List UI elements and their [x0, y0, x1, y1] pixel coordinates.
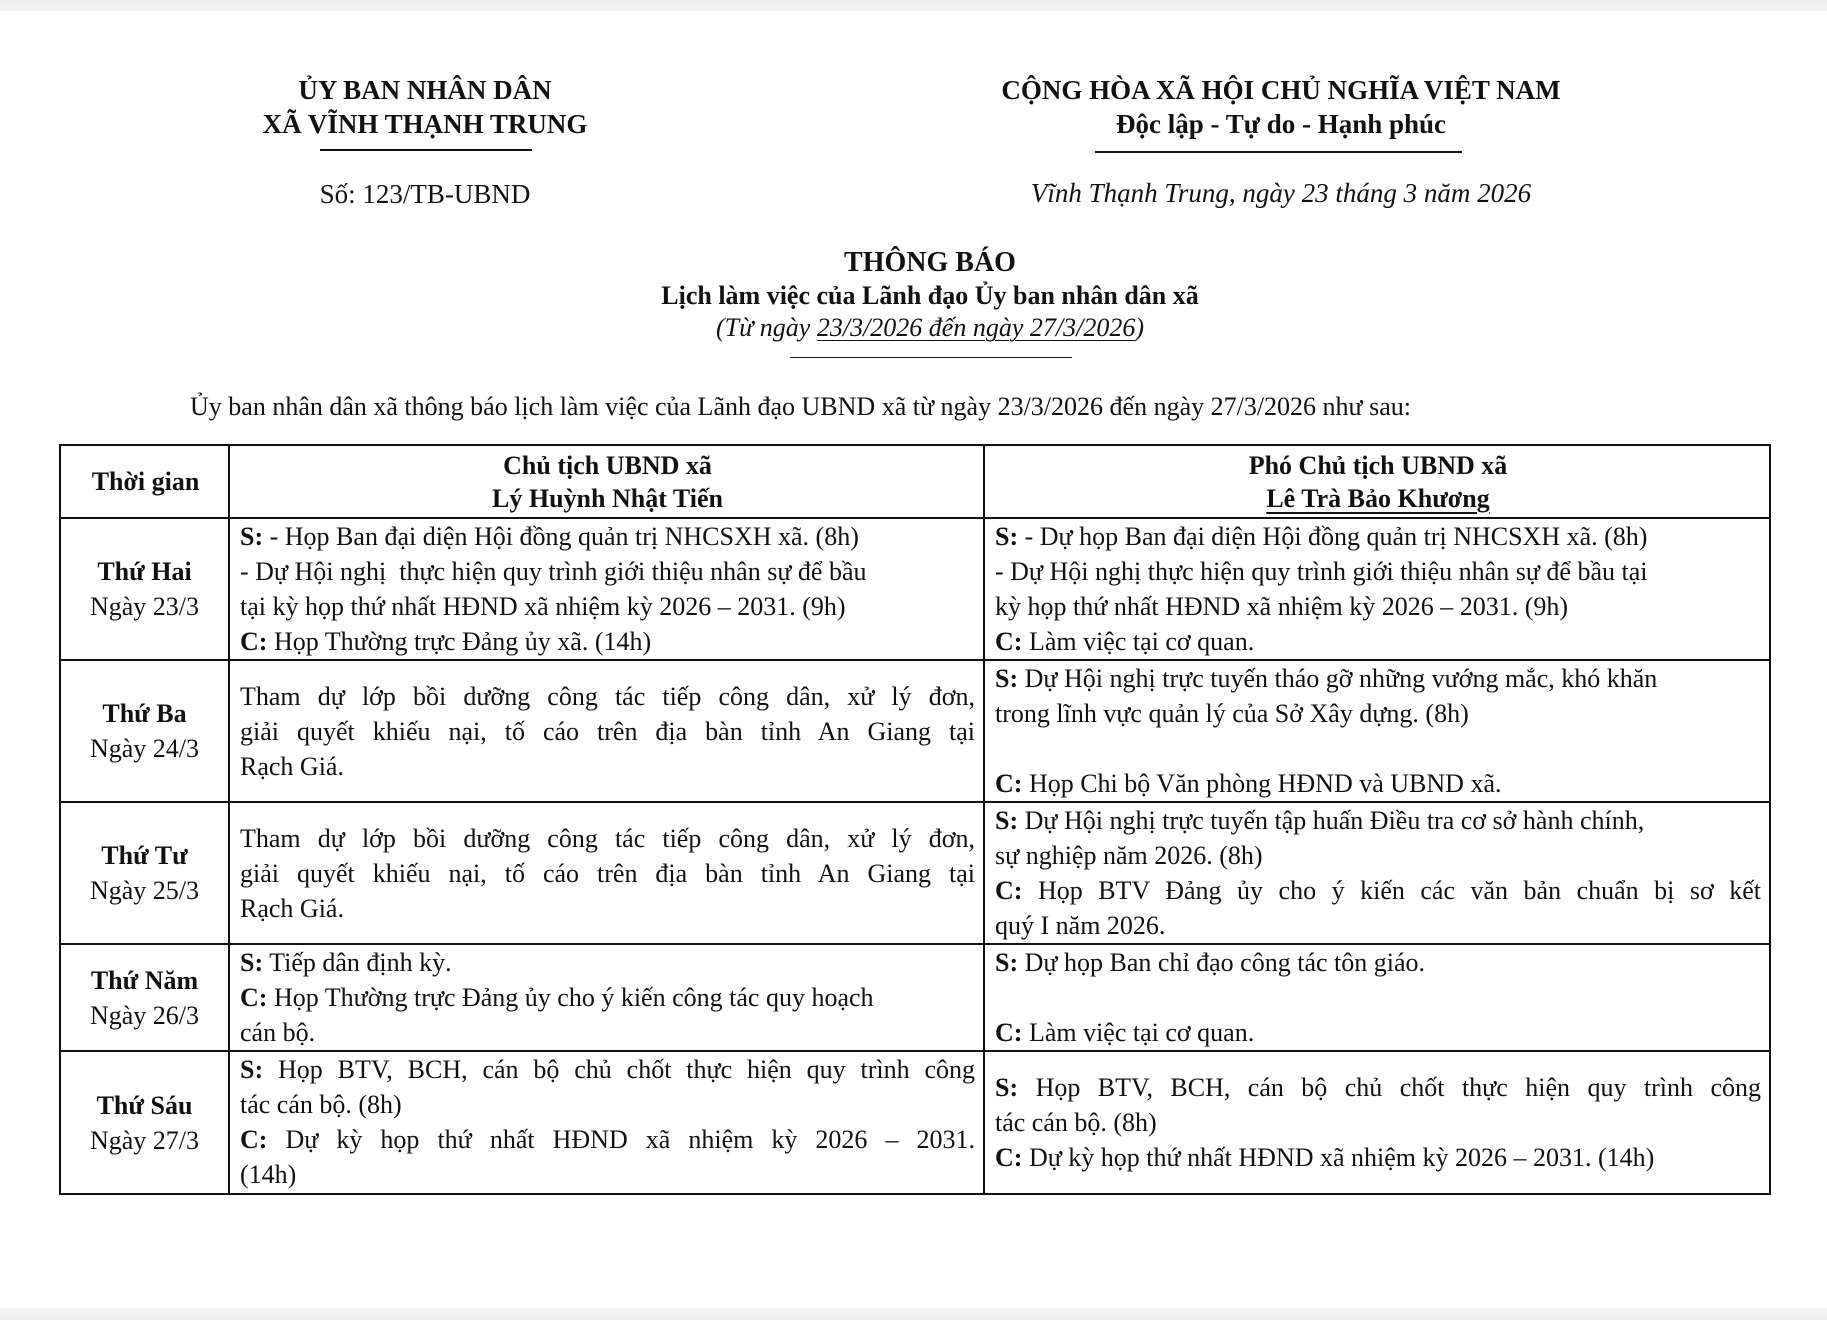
schedule-line	[995, 1105, 1761, 1140]
session-label: S:	[240, 948, 264, 977]
session-text: quý I năm 2026.	[995, 911, 1166, 940]
day-cell	[60, 802, 229, 944]
schedule-line	[995, 766, 1761, 801]
session-label: C:	[240, 627, 268, 656]
issuer-block	[263, 73, 588, 141]
session-label: C:	[240, 1125, 268, 1154]
schedule-line	[240, 749, 975, 784]
schedule-line	[995, 696, 1761, 731]
day-date: Ngày 26/3	[89, 1000, 200, 1030]
issuer-line-2: XÃ VĨNH THẠNH TRUNG	[262, 109, 588, 139]
national-motto: Độc lập - Tự do - Hạnh phúc	[1115, 109, 1447, 139]
session-text: Rạch Giá.	[240, 751, 344, 781]
country-name: CỘNG HÒA XÃ HỘI CHỦ NGHĨA VIỆT NAM	[1001, 75, 1561, 105]
session-text: Dự kỳ họp thứ nhất HĐND xã nhiệm kỳ 2026 – 2031.	[267, 1125, 975, 1154]
schedule-line	[995, 519, 1761, 554]
top-edge-strip	[0, 0, 1827, 11]
issuer-line-1: ỦY BAN NHÂN DÂN	[298, 75, 552, 105]
day-cell	[60, 944, 229, 1051]
schedule-line	[995, 1015, 1761, 1050]
chairman-name: Lý Huỳnh Nhật Tiến	[492, 483, 723, 513]
schedule-line	[240, 821, 975, 856]
day-name: Thứ Sáu	[96, 1090, 193, 1120]
day-date: Ngày 23/3	[89, 592, 200, 621]
session-text: kỳ họp thứ nhất HĐND xã nhiệm kỳ 2026 – 2031. (9h)	[995, 592, 1569, 621]
session-text: Họp Chi bộ Văn phòng HĐND và UBND xã.	[1022, 769, 1502, 798]
session-text: Tham dự lớp bồi dưỡng công tác tiếp công dân, xử lý đơn,	[240, 681, 975, 711]
session-text: tác cán bộ. (8h)	[995, 1108, 1157, 1137]
session-text: Họp BTV Đảng ủy cho ý kiến các văn bản chuẩn bị sơ kết	[1022, 876, 1761, 905]
session-text: giải quyết khiếu nại, tố cáo trên địa bàn tỉnh An Giang tại	[240, 716, 975, 746]
schedule-line	[240, 1052, 975, 1087]
schedule-line	[240, 714, 975, 749]
session-label: C:	[995, 769, 1023, 798]
chairman-schedule-cell	[229, 518, 984, 660]
day-date: Ngày 24/3	[89, 734, 200, 763]
session-text: Dự họp Ban chỉ đạo công tác tôn giáo.	[1018, 948, 1426, 977]
session-label: S:	[240, 1055, 264, 1084]
schedule-line	[240, 1157, 975, 1192]
vice-chairman-schedule-cell	[984, 802, 1770, 944]
document-title: THÔNG BÁO	[844, 247, 1016, 278]
schedule-line	[995, 803, 1761, 838]
schedule-line	[240, 519, 975, 554]
session-text: trong lĩnh vực quản lý của Sở Xây dựng. (8h)	[995, 699, 1469, 728]
document-number: Số: 123/TB-UBND	[319, 179, 531, 209]
schedule-line	[240, 1015, 975, 1050]
header-time: Thời gian	[60, 445, 229, 518]
session-text: Dự kỳ họp thứ nhất HĐND xã nhiệm kỳ 2026 – 2031. (14h)	[1022, 1143, 1655, 1172]
session-text: Họp Thường trực Đảng ủy xã. (14h)	[267, 627, 652, 656]
session-text: Họp BTV, BCH, cán bộ chủ chốt thực hiện quy trình công	[263, 1055, 975, 1084]
vice-chairman-schedule-cell	[984, 518, 1770, 660]
session-text: Dự Hội nghị trực tuyến tháo gỡ những vướng mắc, khó khăn	[1018, 664, 1658, 693]
table-row	[60, 802, 1770, 944]
document-subtitle: Lịch làm việc của Lãnh đạo Ủy ban nhân dân xã	[661, 281, 1199, 310]
session-label: S:	[995, 806, 1019, 835]
schedule-line	[995, 554, 1761, 589]
session-label: S:	[995, 1073, 1019, 1102]
vice-chairman-schedule-cell	[984, 944, 1770, 1051]
date-range-suffix: )	[1135, 313, 1144, 342]
table-row	[60, 518, 1770, 660]
intro-paragraph: Ủy ban nhân dân xã thông báo lịch làm việc của Lãnh đạo UBND xã từ ngày 23/3/2026 đến ngày 27/3/2026 như sau:	[190, 392, 1412, 421]
motto-underline	[1095, 151, 1462, 153]
session-label: C:	[995, 1018, 1023, 1047]
vice-chairman-schedule-cell	[984, 1051, 1770, 1194]
table-header-row	[60, 445, 1770, 518]
schedule-line	[995, 908, 1761, 943]
session-text: Làm việc tại cơ quan.	[1022, 627, 1255, 656]
header-vice-chairman	[984, 445, 1770, 518]
chairman-schedule-cell	[229, 802, 984, 944]
schedule-line	[995, 661, 1761, 696]
day-name: Thứ Năm	[90, 965, 199, 995]
date-range-prefix: (Từ ngày	[716, 313, 817, 342]
document-title-block	[661, 246, 1198, 344]
session-text: - Dự họp Ban đại diện Hội đồng quản trị NHCSXH xã. (8h)	[1018, 522, 1648, 551]
session-text: Rạch Giá.	[240, 893, 344, 923]
session-text: - Họp Ban đại diện Hội đồng quản trị NHCSXH xã. (8h)	[263, 522, 859, 551]
schedule-line	[240, 1087, 975, 1122]
day-cell	[60, 1051, 229, 1194]
date-range-underlined: 23/3/2026 đến ngày 27/3/2026	[816, 313, 1136, 342]
schedule-line	[995, 731, 1761, 766]
session-label: S:	[995, 948, 1019, 977]
schedule-line	[995, 945, 1761, 980]
schedule-line	[995, 980, 1761, 1015]
session-text: - Dự Hội nghị thực hiện quy trình giới thiệu nhân sự để bầu tại	[995, 557, 1648, 586]
vice-chairman-title: Phó Chủ tịch UBND xã	[1248, 450, 1508, 480]
day-cell	[60, 660, 229, 802]
session-label: S:	[240, 522, 264, 551]
date-range	[661, 312, 1198, 344]
issuer-underline	[320, 149, 532, 151]
schedule-line	[240, 856, 975, 891]
place-date: Vĩnh Thạnh Trung, ngày 23 tháng 3 năm 2026	[1030, 178, 1532, 208]
day-cell	[60, 518, 229, 660]
day-date: Ngày 25/3	[89, 876, 200, 905]
session-text: tác cán bộ. (8h)	[240, 1090, 402, 1119]
vice-chairman-name: Lê Trà Bảo Khương	[1266, 483, 1490, 513]
day-date: Ngày 27/3	[89, 1125, 200, 1155]
session-label: C:	[995, 627, 1023, 656]
session-text: Tiếp dân định kỳ.	[263, 948, 452, 977]
chairman-title: Chủ tịch UBND xã	[503, 450, 712, 480]
session-text: Họp BTV, BCH, cán bộ chủ chốt thực hiện quy trình công	[1018, 1073, 1761, 1102]
day-name: Thứ Ba	[102, 699, 187, 728]
schedule-line	[240, 1122, 975, 1157]
schedule-line	[995, 1140, 1761, 1175]
header-chairman	[229, 445, 984, 518]
schedule-line	[240, 679, 975, 714]
chairman-schedule-cell	[229, 1051, 984, 1194]
session-text: Tham dự lớp bồi dưỡng công tác tiếp công dân, xử lý đơn,	[240, 823, 975, 853]
session-text: giải quyết khiếu nại, tố cáo trên địa bàn tỉnh An Giang tại	[240, 858, 975, 888]
table-row	[60, 944, 1770, 1051]
session-text: (14h)	[240, 1160, 297, 1189]
day-name: Thứ Hai	[97, 557, 192, 586]
table-row	[60, 660, 1770, 802]
table-row	[60, 1051, 1770, 1194]
bottom-edge-strip	[0, 1308, 1827, 1320]
session-text: tại kỳ họp thứ nhất HĐND xã nhiệm kỳ 2026 – 2031. (9h)	[240, 592, 846, 621]
schedule-line	[240, 945, 975, 980]
schedule-body	[60, 518, 1770, 1194]
session-text: sự nghiệp năm 2026. (8h)	[995, 841, 1263, 870]
title-underline	[790, 357, 1072, 358]
schedule-line	[240, 554, 975, 589]
day-name: Thứ Tư	[101, 841, 188, 870]
schedule-line	[240, 624, 975, 659]
vice-chairman-schedule-cell	[984, 660, 1770, 802]
session-text: Họp Thường trực Đảng ủy cho ý kiến công tác quy hoạch	[267, 983, 874, 1012]
chairman-schedule-cell	[229, 944, 984, 1051]
schedule-line	[240, 891, 975, 926]
schedule-line	[995, 1070, 1761, 1105]
session-label: C:	[995, 1143, 1023, 1172]
schedule-line	[240, 980, 975, 1015]
schedule-line	[995, 589, 1761, 624]
session-label: S:	[995, 664, 1019, 693]
schedule-table	[59, 444, 1771, 1195]
session-text: Dự Hội nghị trực tuyến tập huấn Điều tra cơ sở hành chính,	[1018, 806, 1645, 835]
session-label: C:	[995, 876, 1023, 905]
session-text: - Dự Hội nghị thực hiện quy trình giới thiệu nhân sự để bầu	[240, 557, 867, 586]
session-label: S:	[995, 522, 1019, 551]
session-text: Làm việc tại cơ quan.	[1022, 1018, 1255, 1047]
chairman-schedule-cell	[229, 660, 984, 802]
schedule-line	[240, 589, 975, 624]
schedule-line	[995, 838, 1761, 873]
schedule-line	[995, 873, 1761, 908]
session-text: cán bộ.	[240, 1018, 316, 1047]
session-label: C:	[240, 983, 268, 1012]
national-motto-block	[1001, 73, 1560, 141]
schedule-line	[995, 624, 1761, 659]
